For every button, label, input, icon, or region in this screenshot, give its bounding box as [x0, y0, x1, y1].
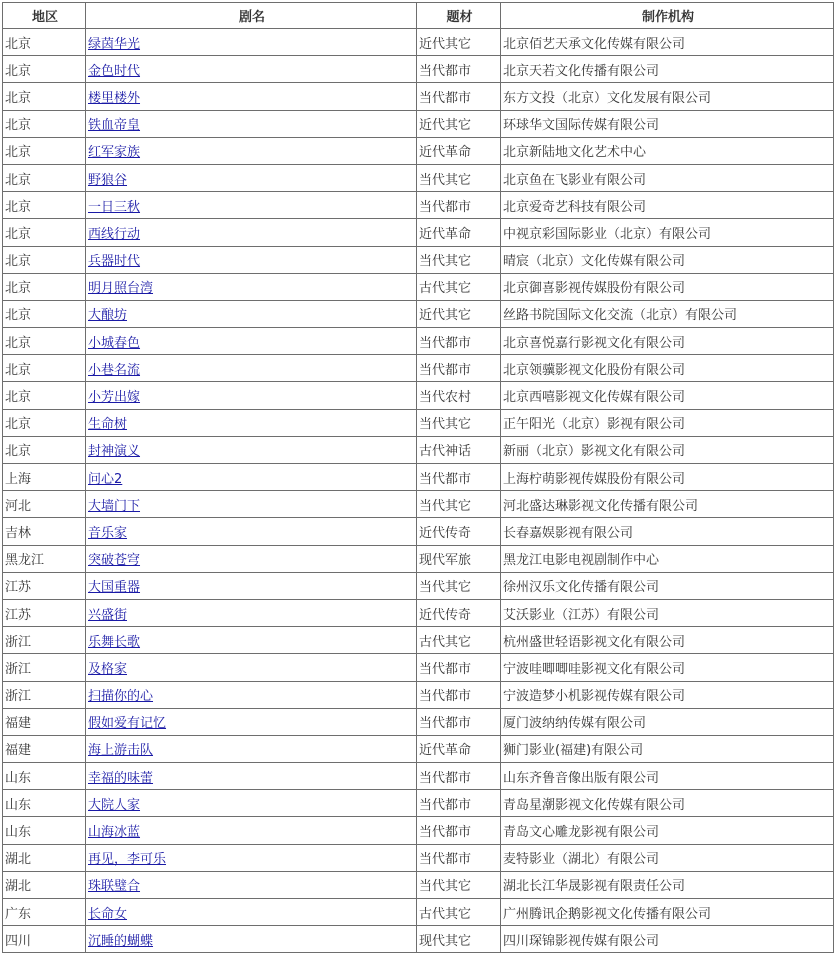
region-cell: 广东 — [3, 899, 86, 926]
genre-cell: 近代革命 — [417, 219, 501, 246]
table-row — [3, 382, 834, 409]
title-cell — [86, 355, 417, 382]
region-cell: 吉林 — [3, 518, 86, 545]
title-cell — [86, 926, 417, 953]
drama-title-link[interactable]: 沉睡的蝴蝶 — [88, 933, 154, 949]
drama-title-link[interactable]: 金色时代 — [88, 63, 141, 79]
producer-cell: 北京领骥影视文化股份有限公司 — [501, 355, 834, 382]
title-cell — [86, 681, 417, 708]
region-cell: 北京 — [3, 164, 86, 191]
drama-title-link[interactable]: 音乐家 — [88, 525, 128, 541]
genre-cell: 当代其它 — [417, 164, 501, 191]
region-cell: 福建 — [3, 708, 86, 735]
title-cell — [86, 899, 417, 926]
producer-cell: 山东齐鲁音像出版有限公司 — [501, 763, 834, 790]
drama-title-link[interactable]: 乐舞长歌 — [88, 634, 141, 650]
table-row — [3, 300, 834, 327]
genre-cell: 现代军旅 — [417, 545, 501, 572]
producer-cell: 北京西嘻影视文化传媒有限公司 — [501, 382, 834, 409]
region-cell: 北京 — [3, 110, 86, 137]
drama-title-link[interactable]: 长命女 — [88, 906, 128, 922]
table-row — [3, 735, 834, 762]
region-cell: 北京 — [3, 355, 86, 382]
table-row — [3, 436, 834, 463]
genre-cell: 当代其它 — [417, 246, 501, 273]
drama-title-link[interactable]: 西线行动 — [88, 226, 141, 242]
title-cell — [86, 219, 417, 246]
title-cell — [86, 790, 417, 817]
genre-cell: 当代其它 — [417, 871, 501, 898]
drama-title-link[interactable]: 扫描你的心 — [88, 689, 154, 705]
producer-cell: 广州腾讯企鹅影视文化传播有限公司 — [501, 899, 834, 926]
producer-cell: 环球华文国际传媒有限公司 — [501, 110, 834, 137]
genre-cell: 现代其它 — [417, 926, 501, 953]
title-cell — [86, 763, 417, 790]
region-cell: 山东 — [3, 763, 86, 790]
title-cell — [86, 83, 417, 110]
drama-title-link[interactable]: 假如爱有记忆 — [88, 716, 167, 732]
table-row — [3, 599, 834, 626]
table-row — [3, 817, 834, 844]
region-cell: 四川 — [3, 926, 86, 953]
table-row — [3, 464, 834, 491]
title-cell — [86, 328, 417, 355]
drama-title-link[interactable]: 兵器时代 — [88, 254, 141, 270]
region-cell: 北京 — [3, 300, 86, 327]
title-cell — [86, 654, 417, 681]
header-genre: 题材 — [417, 3, 501, 29]
drama-title-link[interactable]: 铁血帝皇 — [88, 118, 141, 134]
producer-cell: 狮门影业(福建)有限公司 — [501, 735, 834, 762]
genre-cell: 当代都市 — [417, 681, 501, 708]
region-cell: 福建 — [3, 735, 86, 762]
table-row — [3, 409, 834, 436]
table-row — [3, 545, 834, 572]
table-row — [3, 110, 834, 137]
genre-cell: 当代都市 — [417, 790, 501, 817]
table-row — [3, 790, 834, 817]
producer-cell: 湖北长江华晟影视有限责任公司 — [501, 871, 834, 898]
region-cell: 浙江 — [3, 627, 86, 654]
drama-title-link[interactable]: 大酿坊 — [88, 308, 128, 324]
title-cell — [86, 382, 417, 409]
drama-title-link[interactable]: 野狼谷 — [88, 172, 128, 188]
drama-title-link[interactable]: 珠联璧合 — [88, 879, 141, 895]
title-cell — [86, 164, 417, 191]
producer-cell: 杭州盛世轻语影视文化有限公司 — [501, 627, 834, 654]
drama-title-link[interactable]: 幸福的味蕾 — [88, 770, 154, 786]
title-cell — [86, 56, 417, 83]
drama-title-link[interactable]: 问心2 — [88, 471, 123, 487]
region-cell: 浙江 — [3, 681, 86, 708]
region-cell: 北京 — [3, 83, 86, 110]
table-row — [3, 491, 834, 518]
table-row — [3, 572, 834, 599]
region-cell: 北京 — [3, 192, 86, 219]
table-row — [3, 926, 834, 953]
title-cell — [86, 110, 417, 137]
genre-cell: 当代都市 — [417, 654, 501, 681]
genre-cell: 近代其它 — [417, 300, 501, 327]
drama-title-link[interactable]: 大院人家 — [88, 797, 141, 813]
genre-cell: 当代都市 — [417, 328, 501, 355]
producer-cell: 青岛文心雕龙影视有限公司 — [501, 817, 834, 844]
genre-cell: 当代都市 — [417, 817, 501, 844]
region-cell: 上海 — [3, 464, 86, 491]
genre-cell: 当代都市 — [417, 844, 501, 871]
drama-table — [2, 2, 834, 953]
genre-cell: 古代其它 — [417, 273, 501, 300]
region-cell: 北京 — [3, 137, 86, 164]
genre-cell: 当代农村 — [417, 382, 501, 409]
producer-cell: 厦门波纳纳传媒有限公司 — [501, 708, 834, 735]
region-cell: 黑龙江 — [3, 545, 86, 572]
genre-cell: 古代神话 — [417, 436, 501, 463]
producer-cell: 北京天若文化传播有限公司 — [501, 56, 834, 83]
genre-cell: 当代都市 — [417, 83, 501, 110]
drama-title-link[interactable]: 大国重器 — [88, 580, 141, 596]
genre-cell: 当代都市 — [417, 192, 501, 219]
genre-cell: 近代其它 — [417, 110, 501, 137]
region-cell: 北京 — [3, 29, 86, 56]
table-row — [3, 871, 834, 898]
region-cell: 北京 — [3, 409, 86, 436]
header-title: 剧名 — [86, 3, 417, 29]
genre-cell: 近代传奇 — [417, 599, 501, 626]
table-row — [3, 164, 834, 191]
genre-cell: 当代都市 — [417, 763, 501, 790]
genre-cell: 当代都市 — [417, 464, 501, 491]
table-row — [3, 899, 834, 926]
region-cell: 北京 — [3, 219, 86, 246]
table-row — [3, 192, 834, 219]
title-cell — [86, 464, 417, 491]
genre-cell: 近代革命 — [417, 735, 501, 762]
region-cell: 江苏 — [3, 599, 86, 626]
title-cell — [86, 708, 417, 735]
producer-cell: 麦特影业（湖北）有限公司 — [501, 844, 834, 871]
drama-title-link[interactable]: 突破苍穹 — [88, 553, 141, 569]
producer-cell: 宁波造梦小机影视传媒有限公司 — [501, 681, 834, 708]
producer-cell: 中视京彩国际影业（北京）有限公司 — [501, 219, 834, 246]
region-cell: 山东 — [3, 790, 86, 817]
title-cell — [86, 871, 417, 898]
drama-title-link[interactable]: 大墙门下 — [88, 498, 141, 514]
table-row — [3, 654, 834, 681]
drama-title-link[interactable]: 生命树 — [88, 417, 128, 433]
region-cell: 北京 — [3, 436, 86, 463]
region-cell: 北京 — [3, 273, 86, 300]
producer-cell: 上海柠萌影视传媒股份有限公司 — [501, 464, 834, 491]
table-row — [3, 219, 834, 246]
title-cell — [86, 192, 417, 219]
drama-title-link[interactable]: 小城春色 — [88, 335, 141, 351]
table-row — [3, 273, 834, 300]
producer-cell: 宁波哇唧唧哇影视文化有限公司 — [501, 654, 834, 681]
genre-cell: 近代革命 — [417, 137, 501, 164]
genre-cell: 当代都市 — [417, 56, 501, 83]
producer-cell: 四川琛锦影视传媒有限公司 — [501, 926, 834, 953]
producer-cell: 徐州汉乐文化传播有限公司 — [501, 572, 834, 599]
table-row — [3, 518, 834, 545]
region-cell: 江苏 — [3, 572, 86, 599]
genre-cell: 近代传奇 — [417, 518, 501, 545]
producer-cell: 北京佰艺天承文化传媒有限公司 — [501, 29, 834, 56]
header-row — [3, 3, 834, 29]
region-cell: 湖北 — [3, 871, 86, 898]
region-cell: 北京 — [3, 56, 86, 83]
table-row — [3, 83, 834, 110]
drama-title-link[interactable]: 一日三秋 — [88, 199, 141, 215]
table-row — [3, 56, 834, 83]
title-cell — [86, 545, 417, 572]
drama-title-link[interactable]: 小巷名流 — [88, 362, 141, 378]
genre-cell: 当代其它 — [417, 572, 501, 599]
table-row — [3, 246, 834, 273]
genre-cell: 当代都市 — [417, 708, 501, 735]
title-cell — [86, 817, 417, 844]
drama-title-link[interactable]: 及格家 — [88, 661, 128, 677]
producer-cell: 长春嘉娱影视有限公司 — [501, 518, 834, 545]
table-row — [3, 627, 834, 654]
producer-cell: 新丽（北京）影视文化有限公司 — [501, 436, 834, 463]
region-cell: 北京 — [3, 382, 86, 409]
title-cell — [86, 246, 417, 273]
region-cell: 北京 — [3, 246, 86, 273]
table-row — [3, 355, 834, 382]
title-cell — [86, 599, 417, 626]
title-cell — [86, 137, 417, 164]
region-cell: 浙江 — [3, 654, 86, 681]
producer-cell: 丝路书院国际文化交流（北京）有限公司 — [501, 300, 834, 327]
drama-title-link[interactable]: 红军家族 — [88, 145, 141, 161]
producer-cell: 北京御喜影视传媒股份有限公司 — [501, 273, 834, 300]
title-cell — [86, 491, 417, 518]
drama-title-link[interactable]: 绿茵华光 — [88, 36, 141, 52]
table-row — [3, 708, 834, 735]
header-region: 地区 — [3, 3, 86, 29]
producer-cell: 河北盛达琳影视文化传播有限公司 — [501, 491, 834, 518]
genre-cell: 当代其它 — [417, 491, 501, 518]
title-cell — [86, 29, 417, 56]
genre-cell: 当代都市 — [417, 355, 501, 382]
drama-title-link[interactable]: 封神演义 — [88, 444, 141, 460]
producer-cell: 青岛星潮影视文化传媒有限公司 — [501, 790, 834, 817]
table-row — [3, 328, 834, 355]
genre-cell: 当代其它 — [417, 409, 501, 436]
title-cell — [86, 735, 417, 762]
producer-cell: 东方文投（北京）文化发展有限公司 — [501, 83, 834, 110]
genre-cell: 古代其它 — [417, 899, 501, 926]
genre-cell: 近代其它 — [417, 29, 501, 56]
producer-cell: 北京爱奇艺科技有限公司 — [501, 192, 834, 219]
producer-cell: 北京新陆地文化艺术中心 — [501, 137, 834, 164]
drama-title-link[interactable]: 海上游击队 — [88, 743, 154, 759]
producer-cell: 正午阳光（北京）影视有限公司 — [501, 409, 834, 436]
producer-cell: 艾沃影业（江苏）有限公司 — [501, 599, 834, 626]
region-cell: 湖北 — [3, 844, 86, 871]
header-producer: 制作机构 — [501, 3, 834, 29]
table-row — [3, 844, 834, 871]
title-cell — [86, 409, 417, 436]
producer-cell: 北京喜悦嘉行影视文化有限公司 — [501, 328, 834, 355]
producer-cell: 黑龙江电影电视剧制作中心 — [501, 545, 834, 572]
title-cell — [86, 273, 417, 300]
region-cell: 河北 — [3, 491, 86, 518]
title-cell — [86, 436, 417, 463]
drama-title-link[interactable]: 楼里楼外 — [88, 90, 141, 106]
region-cell: 北京 — [3, 328, 86, 355]
title-cell — [86, 300, 417, 327]
producer-cell: 晴宸（北京）文化传媒有限公司 — [501, 246, 834, 273]
genre-cell: 古代其它 — [417, 627, 501, 654]
producer-cell: 北京鱼在飞影业有限公司 — [501, 164, 834, 191]
drama-title-link[interactable]: 山海冰蓝 — [88, 825, 141, 841]
title-cell — [86, 572, 417, 599]
drama-title-link[interactable]: 小芳出嫁 — [88, 390, 141, 406]
title-cell — [86, 627, 417, 654]
title-cell — [86, 844, 417, 871]
table-row — [3, 763, 834, 790]
drama-title-link[interactable]: 明月照台湾 — [88, 281, 154, 297]
table-row — [3, 681, 834, 708]
title-cell — [86, 518, 417, 545]
region-cell: 山东 — [3, 817, 86, 844]
table-row — [3, 29, 834, 56]
drama-title-link[interactable]: 再见，李可乐 — [88, 852, 167, 868]
table-row — [3, 137, 834, 164]
drama-title-link[interactable]: 兴盛街 — [88, 607, 128, 623]
